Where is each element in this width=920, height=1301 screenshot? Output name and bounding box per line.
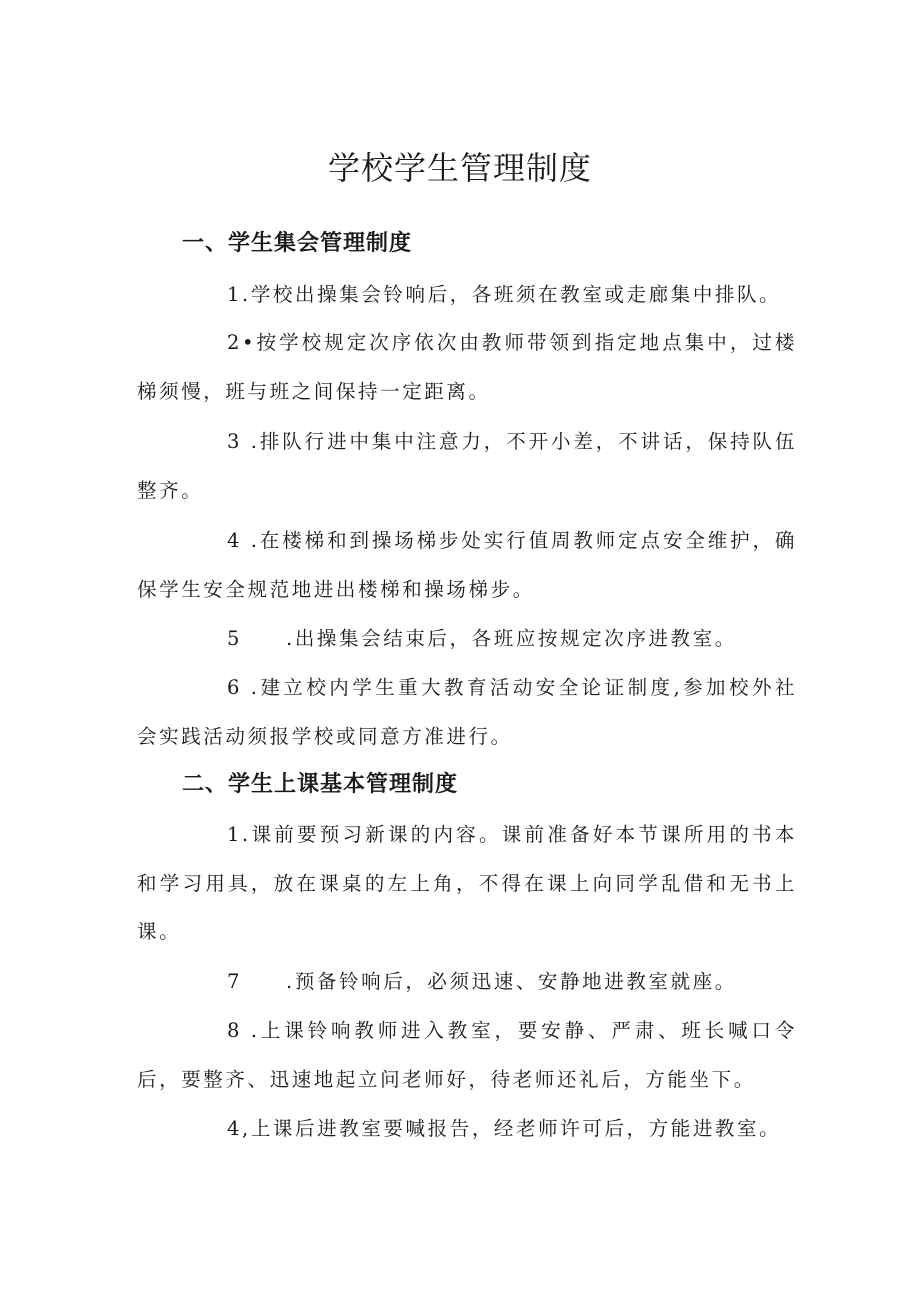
- paragraph-1-2: [137, 319, 797, 416]
- paragraph-2-3: [137, 1007, 797, 1104]
- item-text: .出操集会结束后，各班应按规定次序进教室。: [286, 627, 737, 650]
- section-heading-1: 一、学生集会管理制度: [182, 231, 413, 256]
- item-number: 3 .: [227, 430, 260, 453]
- item-number: 7: [227, 970, 243, 993]
- paragraph-1-5: [137, 615, 797, 664]
- paragraph-1-6: [137, 664, 797, 761]
- paragraph-2-2: [137, 958, 797, 1007]
- item-number: 1.: [227, 823, 251, 846]
- item-number: 8 .: [227, 1019, 260, 1042]
- section-heading-2: 二、学生上课基本管理制度: [182, 772, 459, 797]
- item-text: 排队行进中集中注意力，不开小差，不讲话，保持队伍整齐。: [137, 430, 797, 502]
- item-number: 6 .: [227, 676, 260, 699]
- item-number: 4,: [227, 1117, 251, 1140]
- item-text: 建立校内学生重大教育活动安全论证制度,参加校外社会实践活动须报学校或同意方准进行。: [137, 676, 797, 748]
- paragraph-1-1: [137, 271, 797, 320]
- item-text: 按学校规定次序依次由教师带领到指定地点集中，过楼梯须慢，班与班之间保持一定距离。: [137, 331, 797, 403]
- item-text: 上课后进教室要喊报告，经老师许可后，方能进教室。: [250, 1117, 782, 1140]
- item-text: 课前要预习新课的内容。课前准备好本节课所用的书本和学习用具，放在课桌的左上角，不得在课上向同学乱借和无书上课。: [137, 823, 797, 943]
- paragraph-2-4: [137, 1105, 797, 1154]
- item-text: 上课铃响教师进入教室，要安静、严肃、班长喊口令后，要整齐、迅速地起立问老师好，待老师还礼后，方能坐下。: [137, 1019, 797, 1091]
- item-text: 在楼梯和到操场梯步处实行值周教师定点安全维护，确保学生安全规范地进出楼梯和操场梯步。: [137, 529, 797, 601]
- item-number: 2•: [227, 331, 257, 354]
- item-number: 5: [227, 627, 243, 650]
- paragraph-2-1: [137, 811, 797, 957]
- item-number: 1.: [227, 283, 251, 306]
- item-number: 4 .: [227, 529, 260, 552]
- page-title: 学校学生管理制度: [327, 149, 592, 187]
- paragraph-1-4: [137, 517, 797, 614]
- item-text: .预备铃响后，必须迅速、安静地进教室就座。: [286, 970, 737, 993]
- item-text: 学校出操集会铃响后，各班须在教室或走廊集中排队。: [250, 283, 782, 306]
- paragraph-1-3: [137, 418, 797, 515]
